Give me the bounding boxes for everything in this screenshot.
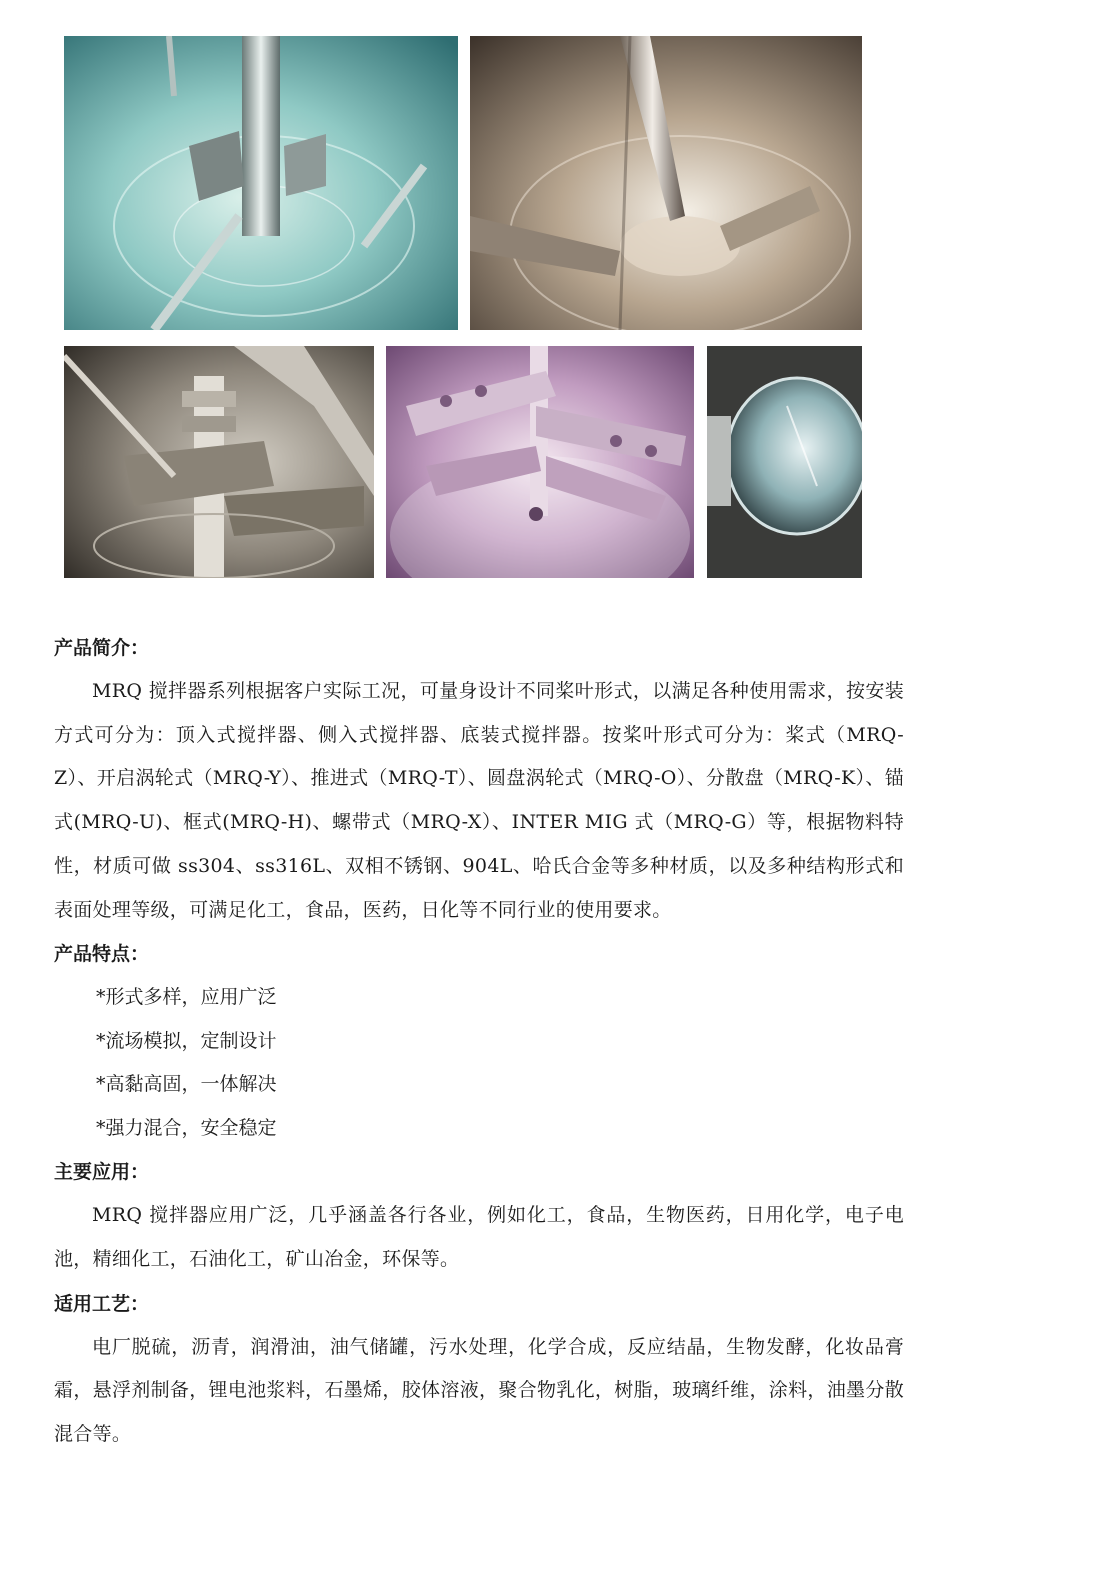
feature-item: *形式多样，应用广泛 bbox=[96, 986, 277, 1009]
processes-text: 电厂脱硫，沥青，润滑油，油气储罐，污水处理，化学合成，反应结晶，生物发酵，化妆品膏霜，悬浮剂制备，锂电池浆料，石墨烯，胶体溶液，聚合物乳化，树脂，玻璃纤维，涂料，油墨分散混合等。 bbox=[54, 1335, 904, 1446]
feature-item: *流场模拟，定制设计 bbox=[96, 1029, 277, 1052]
product-description bbox=[54, 626, 904, 1457]
agitator-photo-shaft-closeup bbox=[64, 346, 374, 578]
processes-heading: 适用工艺： bbox=[54, 1292, 150, 1315]
applications-heading: 主要应用： bbox=[54, 1161, 150, 1184]
applications-text: MRQ 搅拌器应用广泛，几乎涵盖各行各业，例如化工，食品，生物医药，日用化学，电子电池，精细化工，石油化工，矿山冶金，环保等。 bbox=[54, 1204, 904, 1270]
agitator-photo-blue-tank bbox=[64, 36, 458, 330]
agitator-photo-steel-tank bbox=[470, 36, 862, 330]
intro-text: MRQ 搅拌器系列根据客户实际工况，可量身设计不同桨叶形式，以满足各种使用需求，按安装方式可分为：顶入式搅拌器、侧入式搅拌器、底装式搅拌器。按桨叶形式可分为：桨式（MRQ-Z）、开启涡轮式（MRQ-Y）、推进式（MRQ-T）、圆盘涡轮式（MRQ-O）、分散盘（MRQ-K）、锚式(MRQ-U)、框式(MRQ-H)、螺带式（MRQ-X）、INTER MIG 式（MRQ-G）等，根据物料特性，材质可做 ss304、ss316L、双相不锈钢、904L、哈氏合金等多种材质，以及多种结构形式和表面处理等级，可满足化工，食品，医药，日化等不同行业的使用要求。 bbox=[54, 680, 904, 921]
feature-item: *强力混合，安全稳定 bbox=[96, 1116, 277, 1139]
agitator-photo-glass-vessel bbox=[707, 346, 862, 578]
feature-item: *高黏高固，一体解决 bbox=[96, 1073, 277, 1096]
features-heading: 产品特点： bbox=[54, 943, 150, 966]
intro-heading: 产品简介： bbox=[54, 637, 150, 659]
agitator-photo-purple-tank bbox=[386, 346, 694, 578]
